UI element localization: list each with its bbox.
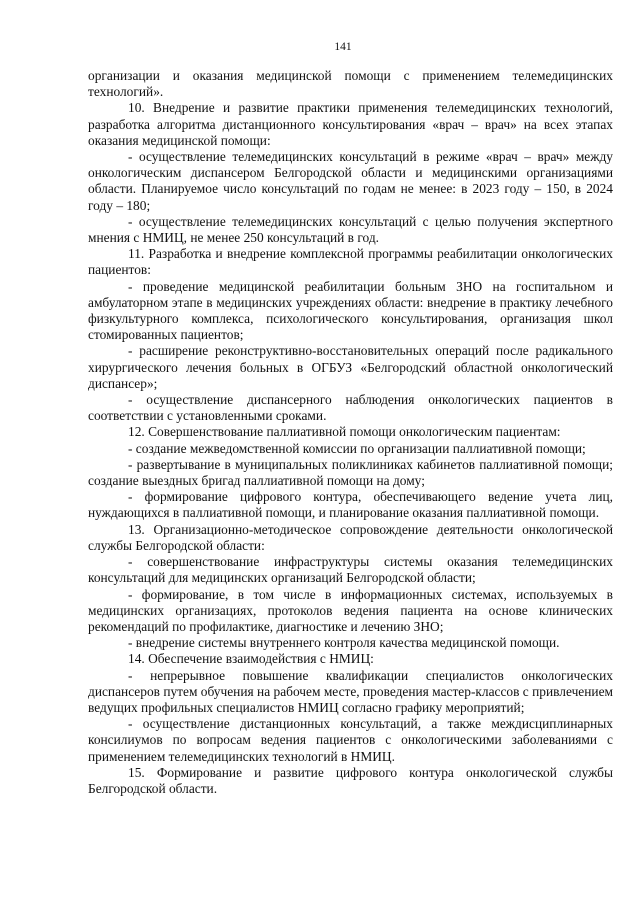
paragraph: - внедрение системы внутреннего контроля качества медицинской помощи. bbox=[128, 635, 560, 651]
paragraph: 10. Внедрение и развитие практики применения телемедицинских технологий, разработка алгоритма дистанционного консультирования «врач – врач» на всех этапах оказания медицинской помощи: bbox=[88, 100, 613, 148]
paragraph: - осуществление телемедицинских консультаций с целью получения экспертного мнения с НМИЦ, не менее 250 консультаций в год. bbox=[88, 213, 613, 246]
paragraph: - осуществление диспансерного наблюдения онкологических пациентов в соответствии с установленными сроками. bbox=[88, 392, 613, 424]
paragraph: организации и оказания медицинской помощи с применением телемедицинских технологий». bbox=[88, 68, 613, 100]
paragraph: - совершенствование инфраструктуры системы оказания телемедицинских консультаций для медицинских организаций Белгородской области; bbox=[88, 554, 613, 586]
paragraph: 12. Совершенствование паллиативной помощи онкологическим пациентам: bbox=[128, 424, 561, 440]
paragraph: 13. Организационно-методическое сопровождение деятельности онкологической службы Белгородской области: bbox=[88, 521, 613, 553]
paragraph: - осуществление дистанционных консультаций, а также междисциплинарных консилиумов по вопросам ведения пациентов с онкологическими заболеваниями с применением телемедицинских технологий в НМИЦ. bbox=[88, 716, 613, 764]
paragraph: - непрерывное повышение квалификации специалистов онкологических диспансеров путем обучения на рабочем месте, проведения мастер-классов с привлечением ведущих профильных специалистов НМИЦ согласно графику мероприятий; bbox=[88, 667, 613, 715]
paragraph: - осуществление телемедицинских консультаций в режиме «врач – врач» между онкологическим диспансером Белгородской области и медицинскими организациями области. Планируемое число консультаций по годам не менее: в 2023 году – 150, в 2024 году – 180; bbox=[88, 149, 613, 213]
paragraph: 11. Разработка и внедрение комплексной программы реабилитации онкологических пациентов: bbox=[88, 246, 613, 278]
paragraph: - формирование цифрового контура, обеспечивающего ведение учета лиц, нуждающихся в паллиативной помощи, и планирование оказания паллиативной помощи. bbox=[88, 489, 613, 521]
paragraph: 14. Обеспечение взаимодействия с НМИЦ: bbox=[128, 651, 374, 667]
paragraph: 15. Формирование и развитие цифрового контура онкологической службы Белгородской области. bbox=[88, 764, 613, 796]
document-body bbox=[88, 68, 613, 797]
paragraph: - создание межведомственной комиссии по организации паллиативной помощи; bbox=[128, 440, 586, 456]
paragraph: - расширение реконструктивно-восстановительных операций после радикального хирургического лечения больных в ОГБУЗ «Белгородский областной онкологический диспансер»; bbox=[88, 343, 613, 391]
paragraph: - формирование, в том числе в информационных системах, используемых в медицинских организациях, протоколов ведения пациента на основе клинических рекомендаций по профилактике, диагностике и лечению ЗНО; bbox=[88, 586, 613, 634]
paragraph: - развертывание в муниципальных поликлиниках кабинетов паллиативной помощи; создание выездных бригад паллиативной помощи на дому; bbox=[88, 456, 613, 489]
paragraph: - проведение медицинской реабилитации больным ЗНО на госпитальном и амбулаторном этапе в медицинских учреждениях области: внедрение в практику лечебного физкультурного комплекса, психологического консультирования, организация школ стомированных пациентов; bbox=[88, 278, 613, 343]
page-number: 141 bbox=[334, 41, 352, 53]
